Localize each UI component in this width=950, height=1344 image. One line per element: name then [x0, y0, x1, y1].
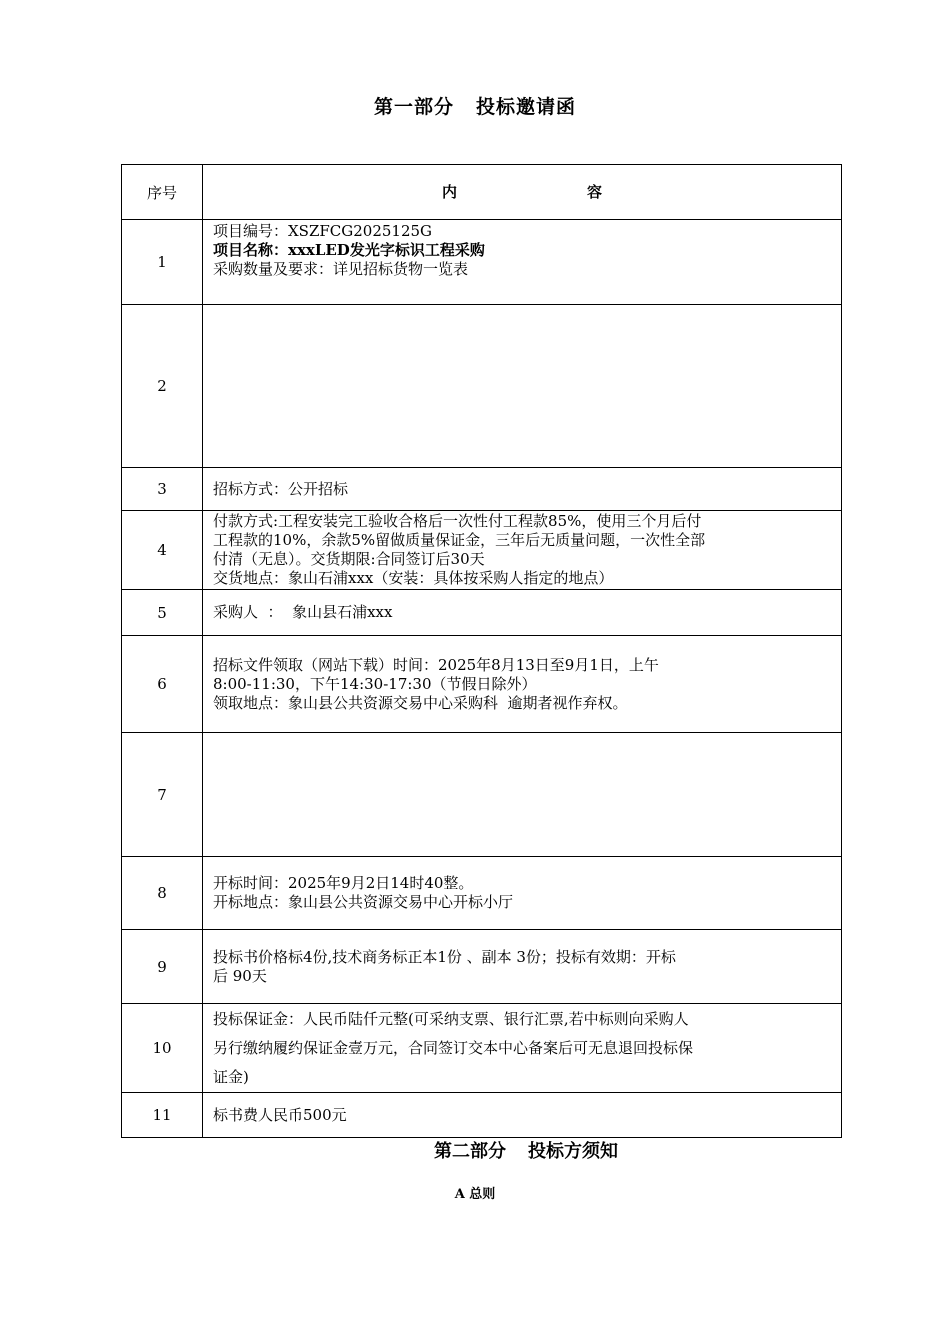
delivery-location: 交货地点：象山石浦xxx（安装：具体按采购人指定的地点） — [213, 569, 614, 587]
payment-line-1: 付款方式:工程安装完工验收合格后一次性付工程款85%，使用三个月后付 — [213, 512, 702, 530]
payment-line-3: 付清（无息）。交货期限:合同签订后30天 — [213, 550, 485, 568]
row-content-empty — [203, 305, 842, 468]
row-no: 4 — [122, 511, 203, 590]
bid-copies: 投标书价格标4份,技术商务标正本1份 、副本 3份；投标有效期：开标 — [213, 947, 676, 966]
row-no: 10 — [122, 1004, 203, 1093]
row-no: 6 — [122, 636, 203, 733]
row-content — [203, 220, 842, 305]
payment-line-2: 工程款的10%，余款5%留做质量保证金，三年后无质量问题，一次性全部 — [213, 531, 706, 549]
opening-place: 开标地点：象山县公共资源交易中心开标小厅 — [213, 893, 514, 911]
table-row — [122, 1093, 842, 1138]
header-content-a: 内 — [441, 182, 457, 201]
row-no: 1 — [122, 220, 203, 305]
row-no: 2 — [122, 305, 203, 468]
doc-collection-place: 领取地点：象山县公共资源交易中心采购科 逾期者视作弃权。 — [213, 693, 628, 712]
opening-time: 开标时间：2025年9月2日14时40整。 — [213, 874, 474, 892]
table-row — [122, 857, 842, 930]
bid-bond-line-1: 投标保证金：人民币陆仟元整(可采纳支票、银行汇票,若中标则向采购人 — [213, 1009, 689, 1028]
row-no: 7 — [122, 733, 203, 857]
part2-title-a: 第二部分 — [434, 1141, 506, 1162]
row-content — [203, 930, 842, 1004]
row-content — [203, 468, 842, 511]
part2-subtitle: A 总则 — [454, 1187, 496, 1202]
table-row — [122, 220, 842, 305]
row-no: 11 — [122, 1093, 203, 1138]
bid-bond-line-2: 另行缴纳履约保证金壹万元，合同签订交本中心备案后可无息退回投标保 — [213, 1038, 694, 1057]
purchaser: 采购人 ： 象山县石浦xxx — [213, 603, 393, 621]
document-fee: 标书费人民币500元 — [213, 1105, 347, 1124]
header-content-b: 容 — [587, 182, 603, 201]
row-content-empty — [203, 733, 842, 857]
bid-bond-line-3: 证金) — [213, 1067, 249, 1086]
table-row — [122, 305, 842, 468]
row-no: 9 — [122, 930, 203, 1004]
row-content — [203, 636, 842, 733]
doc-collection-time-1: 招标文件领取（网站下载）时间：2025年8月13日至9月1日，上午 — [213, 655, 659, 674]
row-no: 5 — [122, 590, 203, 636]
project-name: 项目名称：xxxLED发光字标识工程采购 — [213, 241, 485, 259]
invitation-table — [121, 164, 842, 1138]
row-content — [203, 857, 842, 930]
table-row — [122, 468, 842, 511]
tender-method: 招标方式：公开招标 — [213, 479, 349, 498]
table-row — [122, 511, 842, 590]
table-row — [122, 590, 842, 636]
table-header-row — [122, 165, 842, 220]
header-no: 序号 — [122, 165, 203, 220]
bid-validity: 后 90天 — [213, 966, 267, 985]
doc-collection-time-2: 8:00-11:30，下午14:30-17:30（节假日除外） — [213, 674, 537, 693]
part1-title-a: 第一部分 — [373, 96, 454, 118]
part2-title-b: 投标方须知 — [528, 1141, 618, 1162]
part2-title — [0, 1137, 950, 1163]
row-no: 8 — [122, 857, 203, 930]
project-number: 项目编号：XSZFCG2025125G — [213, 222, 433, 240]
row-content — [203, 511, 842, 590]
table-row — [122, 1004, 842, 1093]
row-content — [203, 590, 842, 636]
purchase-quantity: 采购数量及要求：详见招标货物一览表 — [213, 260, 469, 278]
row-content — [203, 1093, 842, 1138]
part1-title — [0, 92, 950, 119]
header-content — [203, 165, 842, 220]
row-no: 3 — [122, 468, 203, 511]
part1-title-b: 投标邀请函 — [476, 96, 577, 118]
table-row — [122, 733, 842, 857]
table-row — [122, 636, 842, 733]
table-row — [122, 930, 842, 1004]
row-content — [203, 1004, 842, 1093]
